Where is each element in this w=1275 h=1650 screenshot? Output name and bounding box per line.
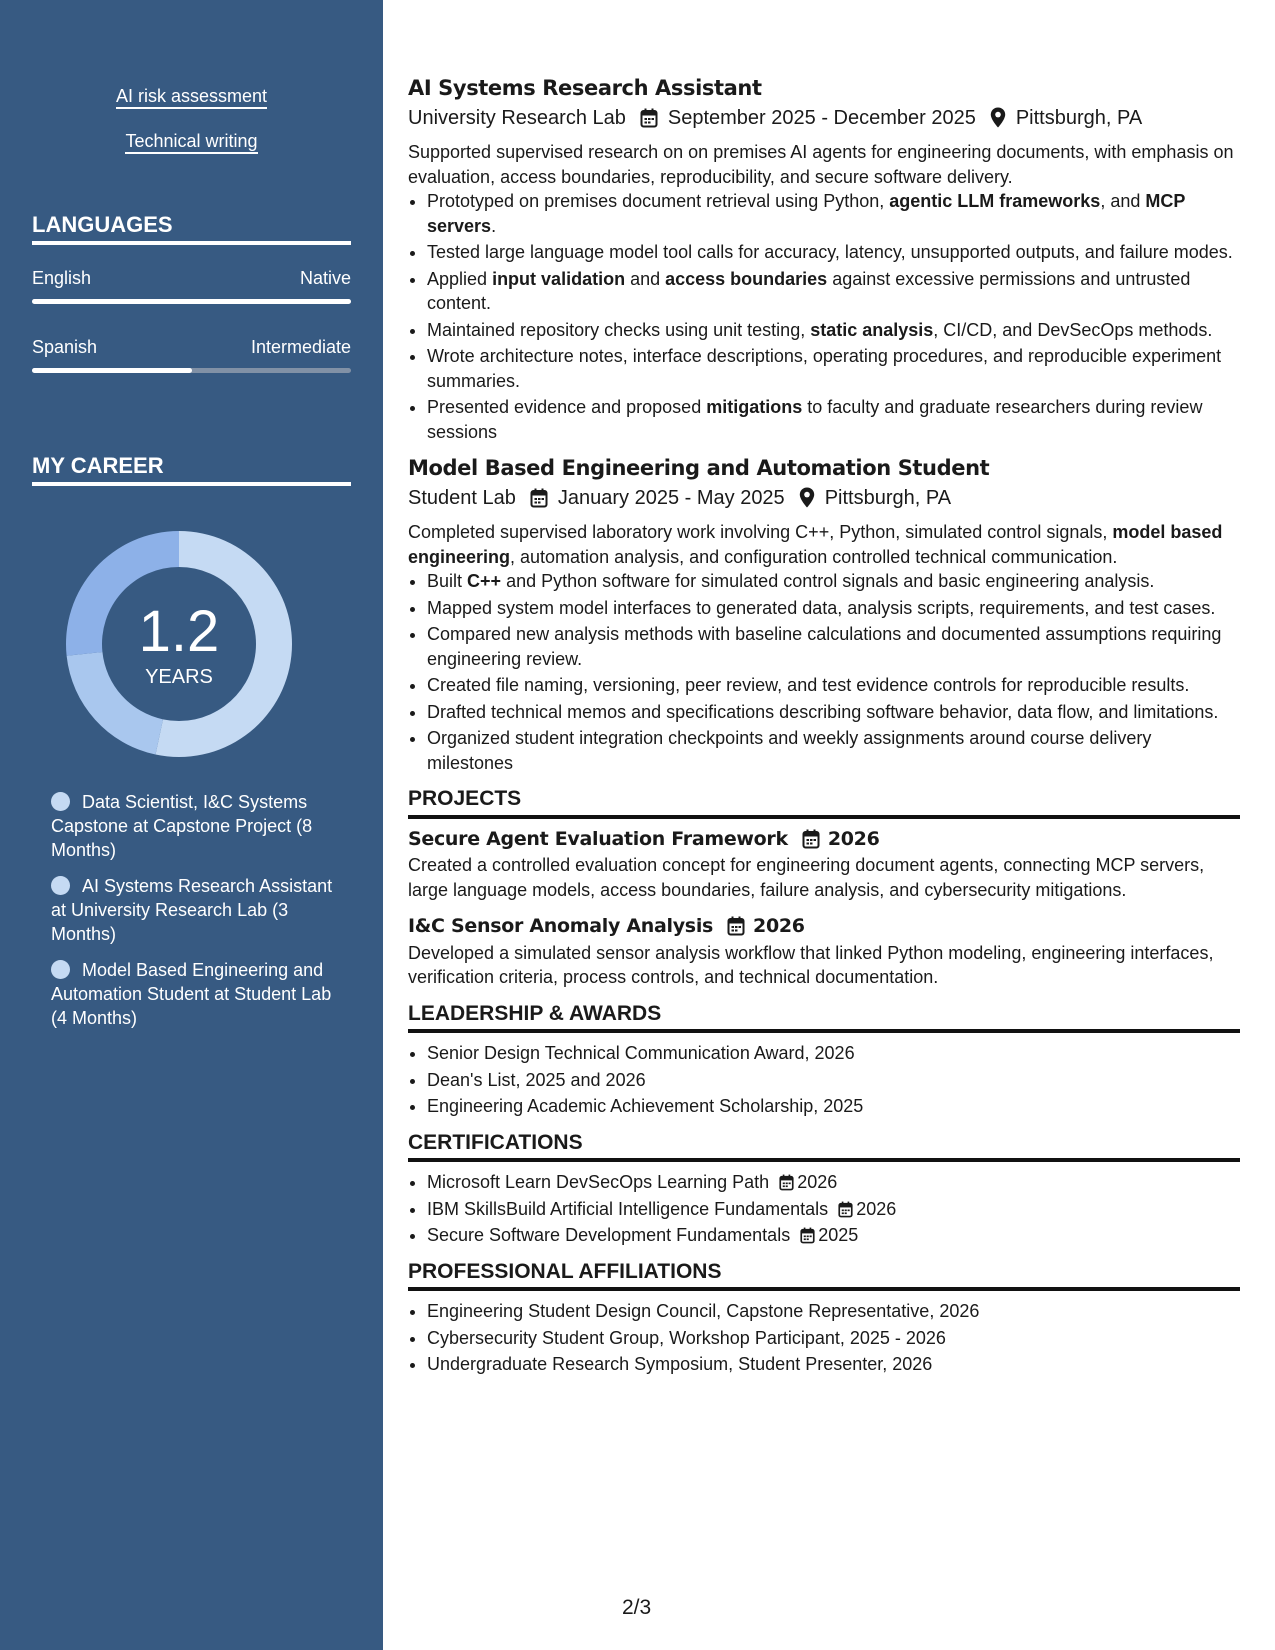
job-dates: September 2025 - December 2025 (667, 106, 976, 129)
job-bullet: • Drafted technical memos and specifications describing software behavior, data flow, and limitations. (427, 700, 1240, 725)
career-list (51, 790, 341, 1042)
job-bullet: • Presented evidence and proposed mitigations to faculty and graduate researchers during review sessions (427, 395, 1240, 444)
calendar-icon (530, 488, 548, 508)
calendar-icon (727, 916, 745, 936)
affiliations-list (408, 1299, 1240, 1377)
job-title: Model Based Engineering and Automation Student (408, 456, 990, 480)
job-summary: Completed supervised laboratory work involving C++, Python, simulated control signals, model based engineering, automation analysis, and configuration controlled technical communication. (408, 522, 1223, 567)
career-dot-icon (51, 876, 70, 895)
calendar-icon (640, 108, 658, 128)
page-number: 2/3 (622, 1596, 652, 1619)
main-content (408, 76, 1240, 1379)
career-item: AI Systems Research Assistant at University Research Lab (3 Months) (51, 876, 333, 944)
job-bullets (408, 189, 1240, 444)
certifications-heading: CERTIFICATIONS (408, 1131, 1240, 1163)
affiliations-heading: PROFESSIONAL AFFILIATIONS (408, 1260, 1240, 1292)
certification-item: • Microsoft Learn DevSecOps Learning Path 2026 (427, 1170, 1240, 1195)
leadership-heading: LEADERSHIP & AWARDS (408, 1002, 1240, 1034)
career-years-label: YEARS (145, 666, 213, 688)
project-title: I&C Sensor Anomaly Analysis 2026 (408, 915, 805, 937)
certification-item: • Secure Software Development Fundamentals 2025 (427, 1223, 1240, 1248)
calendar-icon (802, 829, 820, 849)
job-title: AI Systems Research Assistant (408, 76, 762, 100)
language-spanish (32, 337, 351, 373)
list-item: • Cybersecurity Student Group, Workshop Participant, 2025 - 2026 (427, 1326, 1240, 1351)
job-dates: January 2025 - May 2025 (557, 486, 785, 509)
certification-year: 2025 (818, 1225, 859, 1245)
career-item: Model Based Engineering and Automation Student at Student Lab (4 Months) (51, 960, 332, 1028)
language-proficiency-bar (32, 368, 351, 373)
career-donut-chart (66, 531, 292, 757)
job-bullet: • Built C++ and Python software for simulated control signals and basic engineering analysis. (427, 569, 1240, 594)
job-bullet: • Created file naming, versioning, peer review, and test evidence controls for reproducible results. (427, 673, 1240, 698)
calendar-icon (779, 1174, 794, 1191)
language-english (32, 268, 351, 304)
languages-heading: LANGUAGES (32, 212, 351, 245)
project-year: 2026 (827, 827, 880, 850)
language-proficiency-fill (32, 299, 351, 304)
project-description: Created a controlled evaluation concept for engineering document agents, connecting MCP servers, large language models, access boundaries, failure analysis, and cybersecurity mitigations. (408, 855, 1205, 900)
list-item: • Senior Design Technical Communication Award, 2026 (427, 1041, 1240, 1066)
job-bullet: • Prototyped on premises document retrieval using Python, agentic LLM frameworks, and MCP servers. (427, 189, 1240, 238)
calendar-icon (800, 1227, 815, 1244)
job-bullet: • Compared new analysis methods with baseline calculations and documented assumptions requiring engineering review. (427, 622, 1240, 671)
language-level: Intermediate (250, 337, 351, 357)
leadership-list (408, 1041, 1240, 1119)
job-meta (408, 106, 1240, 131)
career-heading: MY CAREER (32, 453, 351, 486)
language-name: Spanish (32, 337, 98, 357)
language-level: Native (299, 268, 351, 288)
project-title: Secure Agent Evaluation Framework 2026 (408, 827, 880, 850)
job-summary: Supported supervised research on on premises AI agents for engineering documents, with emphasis on evaluation, access boundaries, reproducibility, and secure software delivery. (408, 142, 1234, 187)
certifications-list (408, 1170, 1240, 1248)
sidebar (0, 0, 383, 1650)
career-dot-icon (51, 792, 70, 811)
job-bullet: • Tested large language model tool calls for accuracy, latency, unsupported outputs, and failure modes. (427, 240, 1240, 265)
job-org: University Research Lab (408, 106, 626, 129)
project-year: 2026 (753, 915, 805, 937)
job-meta (408, 486, 1240, 511)
job-bullet: • Maintained repository checks using unit testing, static analysis, CI/CD, and DevSecOps methods. (427, 318, 1240, 343)
map-pin-icon (799, 487, 815, 508)
skill-item: Technical writing (0, 131, 383, 152)
list-item: • Dean's List, 2025 and 2026 (427, 1068, 1240, 1093)
calendar-icon (838, 1201, 853, 1218)
job-bullet: • Wrote architecture notes, interface descriptions, operating procedures, and reproducible experiment summaries. (427, 344, 1240, 393)
job-bullets (408, 569, 1240, 775)
certification-year: 2026 (797, 1172, 838, 1192)
career-item: Data Scientist, I&C Systems Capstone at Capstone Project (8 Months) (51, 792, 313, 860)
job-org: Student Lab (408, 486, 516, 509)
job-bullet: • Mapped system model interfaces to generated data, analysis scripts, requirements, and test cases. (427, 596, 1240, 621)
language-proficiency-bar (32, 299, 351, 304)
list-item: • Engineering Academic Achievement Scholarship, 2025 (427, 1094, 1240, 1119)
language-proficiency-fill (32, 368, 192, 373)
certification-year: 2026 (856, 1198, 897, 1219)
certification-item: • IBM SkillsBuild Artificial Intelligence Fundamentals 2026 (427, 1197, 1240, 1222)
projects-heading: PROJECTS (408, 787, 1240, 819)
job-bullet: • Applied input validation and access boundaries against excessive permissions and untrusted content. (427, 267, 1240, 316)
job-location: Pittsburgh, PA (824, 486, 952, 509)
skill-item: AI risk assessment (0, 86, 383, 107)
job-location: Pittsburgh, PA (1015, 106, 1143, 129)
language-name: English (32, 268, 92, 288)
project-description: Developed a simulated sensor analysis workflow that linked Python modeling, engineering interfaces, verification criteria, process controls, and technical documentation. (408, 942, 1214, 987)
career-years-value: 1.2 (138, 599, 220, 664)
job-bullet: • Organized student integration checkpoints and weekly assignments around course delivery milestones (427, 726, 1240, 775)
list-item: • Undergraduate Research Symposium, Student Presenter, 2026 (427, 1352, 1240, 1377)
map-pin-icon (990, 107, 1006, 128)
list-item: • Engineering Student Design Council, Capstone Representative, 2026 (427, 1299, 1240, 1324)
career-dot-icon (51, 960, 70, 979)
